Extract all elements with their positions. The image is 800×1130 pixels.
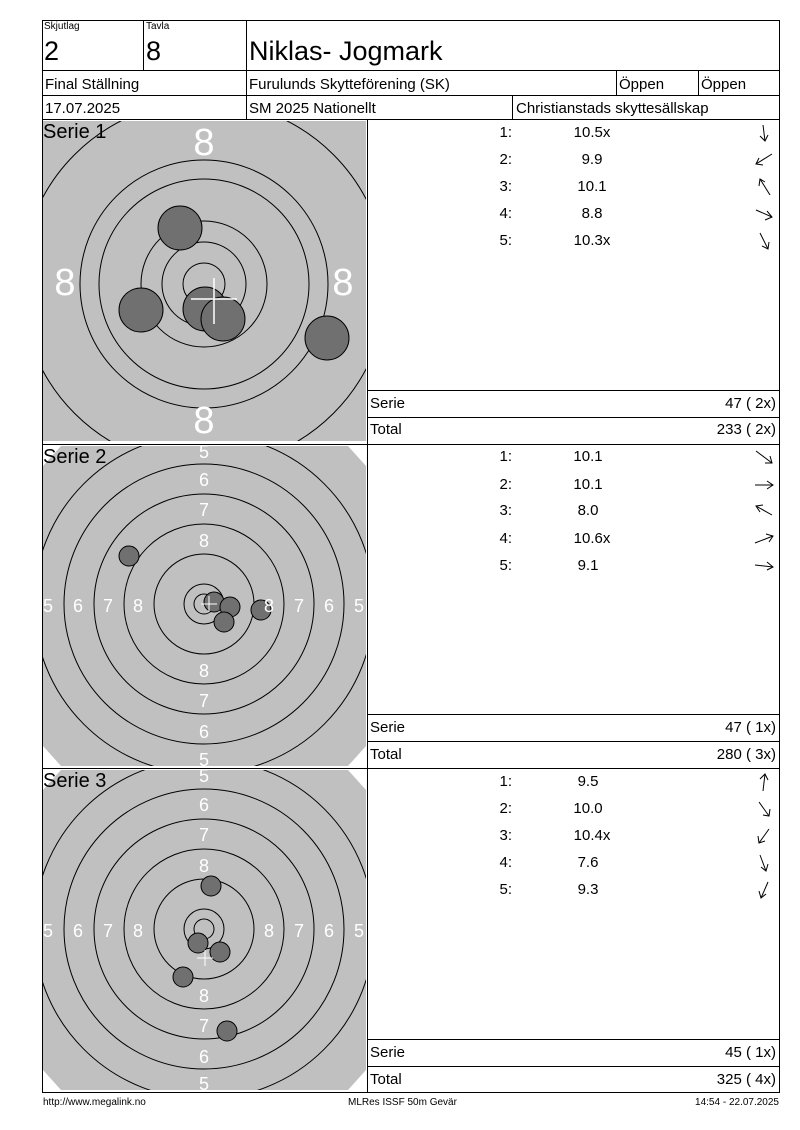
skjutlag-value: 2 (44, 36, 60, 66)
shot-number: 5: (499, 232, 512, 249)
shot-number: 1: (499, 448, 512, 465)
shot-hole (201, 876, 221, 896)
ring-label: 8 (198, 531, 210, 551)
shot-value: 9.9 (581, 151, 603, 168)
divider (367, 768, 368, 1093)
shot-hole (201, 297, 245, 341)
total-score-label: Total (370, 746, 402, 763)
shot-value: 10.3x (573, 232, 611, 249)
divider (367, 741, 780, 742)
ring-label: 6 (198, 1047, 210, 1067)
ring-label: 6 (198, 795, 210, 815)
target-serie-1 (43, 121, 366, 441)
shot-value: 10.0 (573, 800, 603, 817)
shot-number: 1: (499, 124, 512, 141)
ring-label: 5 (198, 750, 210, 766)
direction-arrow-icon (754, 447, 774, 467)
shot-number: 3: (499, 502, 512, 519)
divider (698, 70, 699, 95)
shot-value: 7.6 (577, 854, 599, 871)
shot-number: 2: (499, 800, 512, 817)
shot-value: 9.3 (577, 881, 599, 898)
direction-arrow-icon (754, 150, 774, 170)
target-serie-2 (43, 446, 366, 766)
shot-hole (305, 316, 349, 360)
shot-number: 3: (499, 827, 512, 844)
shot-number: 2: (499, 151, 512, 168)
divider (42, 95, 780, 96)
ring-label: 5 (198, 770, 210, 786)
ring-label: 5 (198, 446, 210, 462)
skjutlag-label: Skjutlag (44, 21, 80, 32)
serie-score-label: Serie (370, 719, 406, 736)
shot-hole (173, 967, 193, 987)
direction-arrow-icon (754, 475, 774, 495)
divider (367, 444, 368, 768)
footer-url[interactable]: http://www.megalink.no (43, 1097, 146, 1108)
ring-label: 7 (198, 500, 210, 520)
ring-label: 8 (198, 986, 210, 1006)
competition-name: SM 2025 Nationellt (249, 100, 376, 117)
ring-label: 8 (132, 596, 144, 616)
ring-label: 5 (43, 596, 54, 616)
direction-arrow-icon (754, 799, 774, 819)
club-name: Furulunds Skytteförening (SK) (249, 76, 450, 93)
serie-score-label: Serie (370, 395, 406, 412)
shot-hole (217, 1021, 237, 1041)
ring-label: 8 (263, 921, 275, 941)
shot-number: 4: (499, 530, 512, 547)
serie-score-value: 47 ( 1x) (725, 719, 776, 736)
target-background (43, 121, 366, 441)
shot-value: 9.1 (577, 557, 599, 574)
shot-value: 10.1 (577, 178, 607, 195)
direction-arrow-icon (754, 177, 774, 197)
ring-label: 8 (193, 400, 215, 441)
total-score-value: 280 ( 3x) (716, 746, 776, 763)
ring-label: 7 (198, 825, 210, 845)
divider (42, 444, 780, 445)
ring-label: 8 (198, 856, 210, 876)
shooter-name: Niklas- Jogmark (249, 36, 443, 66)
serie-2-title: Serie 2 (43, 446, 107, 468)
ring-label: 6 (323, 921, 335, 941)
direction-arrow-icon (754, 204, 774, 224)
divider (42, 768, 780, 769)
divider (367, 390, 780, 391)
shot-value: 8.8 (581, 205, 603, 222)
shot-number: 2: (499, 476, 512, 493)
ring-label: 6 (198, 470, 210, 490)
direction-arrow-icon (754, 231, 774, 251)
direction-arrow-icon (754, 501, 774, 521)
ring-label: 7 (293, 596, 305, 616)
divider (616, 70, 617, 95)
shot-hole (214, 612, 234, 632)
ring-label: 7 (293, 921, 305, 941)
shot-value: 9.5 (577, 773, 599, 790)
class-2: Öppen (701, 76, 747, 93)
shot-hole (210, 942, 230, 962)
shot-value: 10.6x (573, 530, 611, 547)
ring-label: 5 (198, 1074, 210, 1090)
shot-value: 10.1 (573, 476, 603, 493)
ring-label: 6 (198, 722, 210, 742)
shot-number: 4: (499, 205, 512, 222)
total-score-value: 233 ( 2x) (716, 421, 776, 438)
serie-score-label: Serie (370, 1044, 406, 1061)
target-serie-3 (43, 770, 366, 1090)
class-1: Öppen (619, 76, 665, 93)
serie-1-title: Serie 1 (43, 121, 107, 143)
ring-label: 6 (72, 596, 84, 616)
direction-arrow-icon (754, 880, 774, 900)
divider (42, 70, 780, 71)
total-score-value: 325 ( 4x) (716, 1071, 776, 1088)
ring-label: 7 (102, 921, 114, 941)
direction-arrow-icon (754, 123, 774, 143)
direction-arrow-icon (754, 826, 774, 846)
ring-label: 7 (102, 596, 114, 616)
ring-label: 7 (198, 1016, 210, 1036)
divider (367, 417, 780, 418)
direction-arrow-icon (754, 772, 774, 792)
divider (367, 1039, 780, 1040)
ring-label: 5 (353, 921, 365, 941)
event-date: 17.07.2025 (45, 100, 121, 117)
shot-hole (158, 206, 202, 250)
shot-number: 3: (499, 178, 512, 195)
direction-arrow-icon (754, 529, 774, 549)
divider (246, 20, 247, 119)
divider (367, 714, 780, 715)
divider (367, 119, 368, 444)
total-score-label: Total (370, 1071, 402, 1088)
ring-label: 8 (54, 262, 76, 304)
shot-number: 1: (499, 773, 512, 790)
serie-score-value: 45 ( 1x) (725, 1044, 776, 1061)
ring-label: 5 (43, 921, 54, 941)
shot-hole (119, 288, 163, 332)
ring-label: 8 (332, 262, 354, 304)
shot-value: 10.5x (573, 124, 611, 141)
ring-label: 7 (198, 691, 210, 711)
target-background (43, 770, 366, 1090)
event-name: Final Ställning (45, 76, 140, 93)
divider (367, 1066, 780, 1067)
shot-number: 5: (499, 557, 512, 574)
ring-label: 6 (323, 596, 335, 616)
direction-arrow-icon (754, 556, 774, 576)
tavla-value: 8 (146, 36, 162, 66)
serie-3-title: Serie 3 (43, 770, 107, 792)
shot-value: 8.0 (577, 502, 599, 519)
total-score-label: Total (370, 421, 402, 438)
shot-number: 4: (499, 854, 512, 871)
footer-software: MLRes ISSF 50m Gevär (348, 1097, 457, 1108)
serie-score-value: 47 ( 2x) (725, 395, 776, 412)
tavla-label: Tavla (146, 21, 170, 32)
divider (143, 20, 144, 70)
ring-label: 8 (132, 921, 144, 941)
ring-label: 5 (353, 596, 365, 616)
shot-value: 10.1 (573, 448, 603, 465)
organizer-name: Christianstads skyttesällskap (516, 100, 709, 117)
ring-label: 6 (72, 921, 84, 941)
shot-value: 10.4x (573, 827, 611, 844)
divider (42, 119, 780, 120)
direction-arrow-icon (754, 853, 774, 873)
footer-timestamp: 14:54 - 22.07.2025 (695, 1097, 779, 1108)
ring-label: 8 (198, 661, 210, 681)
ring-label: 8 (263, 596, 275, 616)
divider (512, 95, 513, 119)
ring-label: 8 (193, 122, 215, 164)
shot-hole (119, 546, 139, 566)
shot-number: 5: (499, 881, 512, 898)
